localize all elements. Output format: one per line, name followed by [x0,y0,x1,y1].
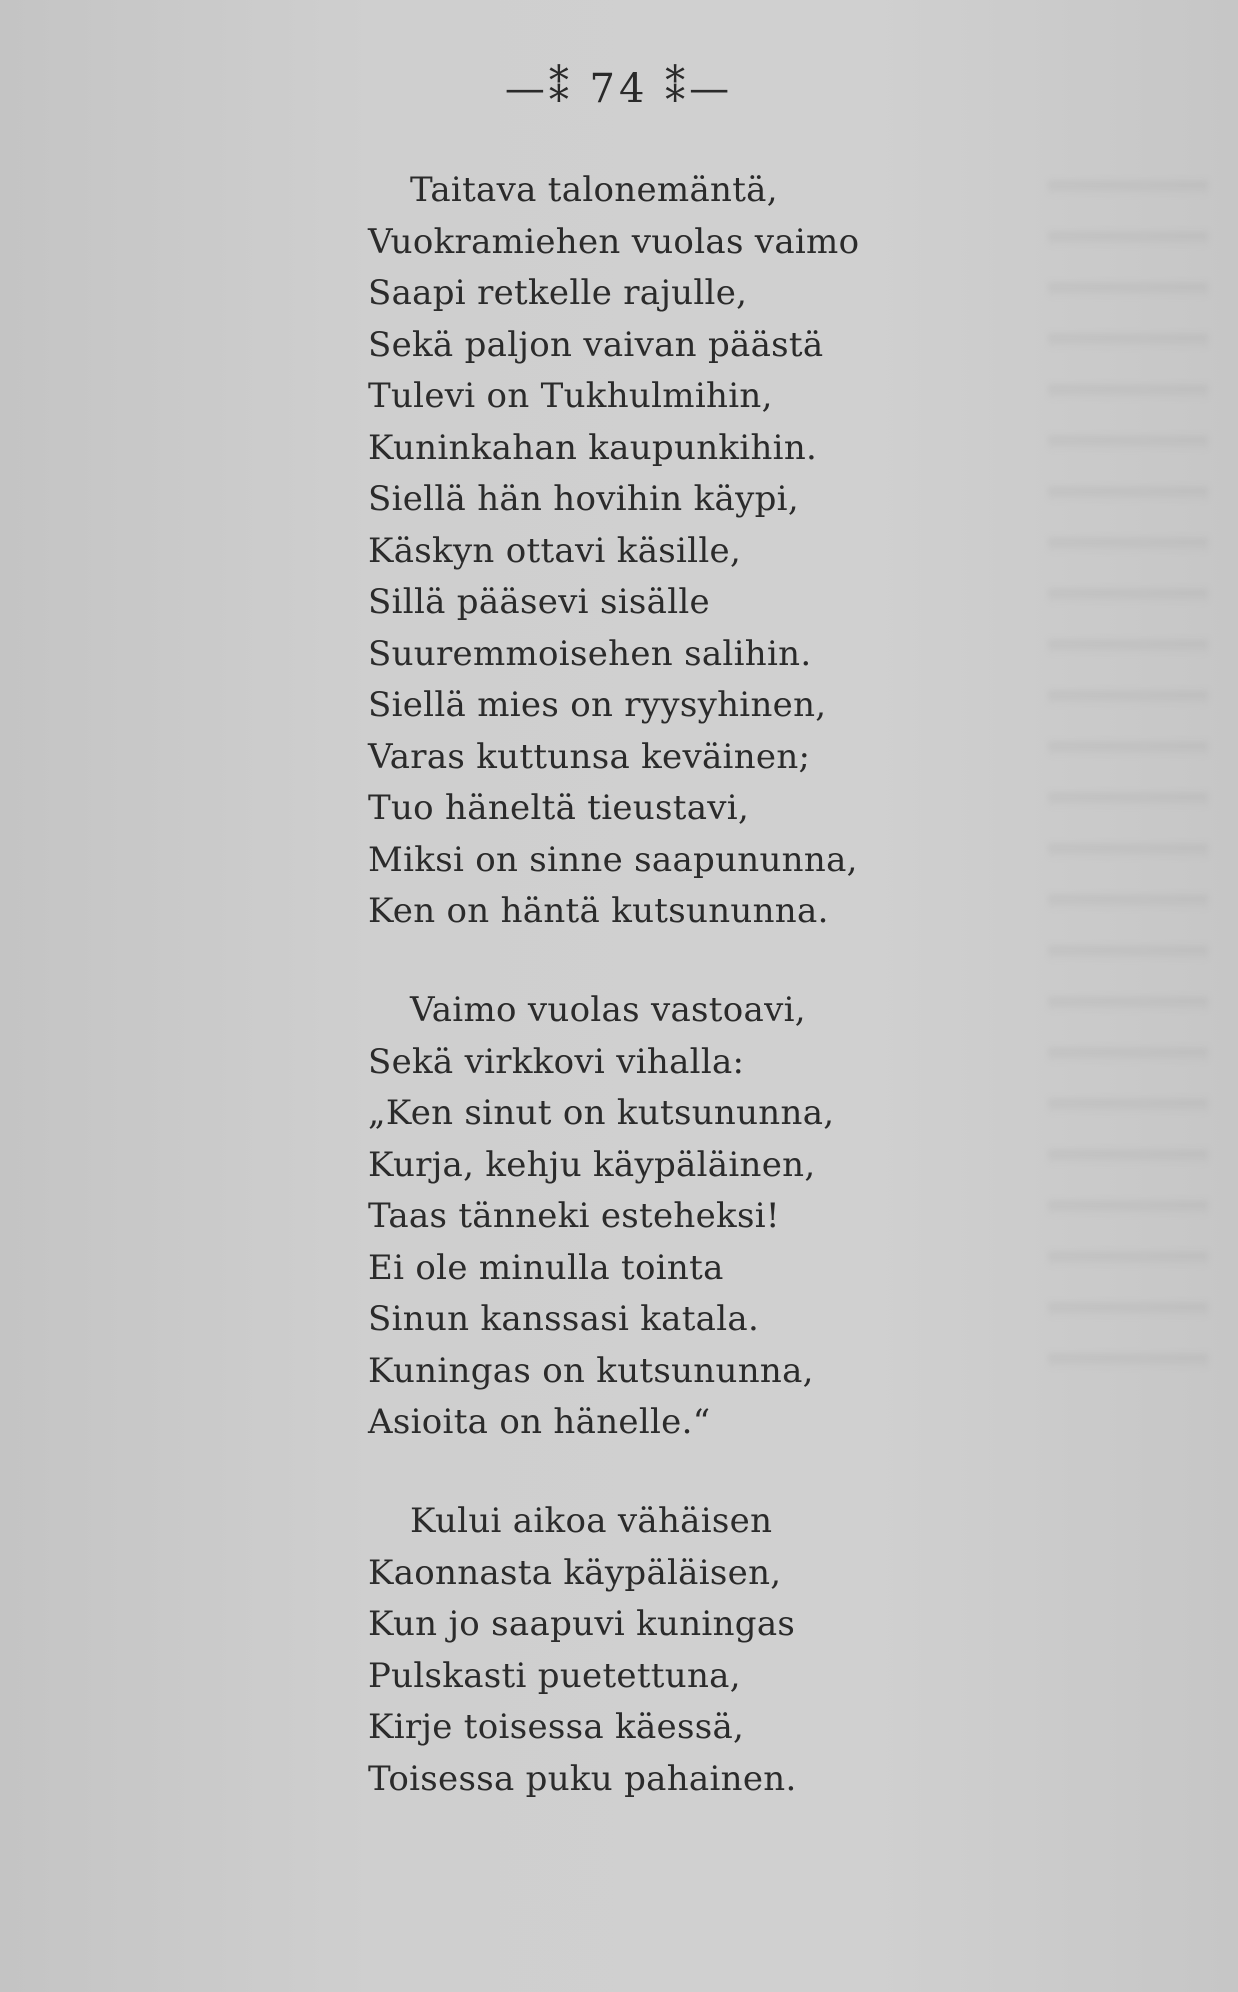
verse-line: Sekä paljon vaivan päästä [368,324,824,365]
verse-line: Käskyn ottavi käsille, [368,530,742,571]
stanza-3 [368,1496,888,1805]
verse-line: Siellä mies on ryysyhinen, [368,685,827,725]
verse-line: Kuninkahan kaupunkihin. [368,427,818,468]
verse-line: Taas tänneki esteheksi! [368,1196,780,1236]
verse-line: Kirje toisessa käessä, [368,1707,745,1747]
verse-line: Ei ole minulla tointa [368,1247,724,1288]
verse-line: Vuokramiehen vuolas vaimo [368,221,860,262]
verse-line: Saapi retkelle rajulle, [368,273,748,313]
show-through-from-reverse-page [1048,150,1208,1400]
verse-line: Suuremmoisehen salihin. [368,633,812,674]
verse-line: Kaonnasta käypäläisen, [368,1552,782,1593]
verse-line: Asioita on hänelle.“ [368,1402,711,1442]
stanza-2 [368,985,888,1449]
verse-line: Ken on häntä kutsununna. [368,891,829,931]
verse-line: Kului aikoa vähäisen [410,1501,773,1541]
verse-line: Tuo häneltä tieustavi, [368,788,750,828]
verse-line: Toisessa puku pahainen. [368,1758,797,1799]
verse-line: Taitava talonemäntä, [410,170,778,210]
verse-line: Kurja, kehju käypäläinen, [368,1144,816,1185]
verse-line: Kun jo saapuvi kuningas [368,1604,796,1644]
verse-line: Kuningas on kutsununna, [368,1350,814,1391]
verse-line: Pulskasti puetettuna, [368,1655,741,1696]
verse-line: Sinun kanssasi katala. [368,1299,760,1339]
verse-line: Siellä hän hovihin käypi, [368,479,799,519]
verse-line: Varas kuttunsa keväinen; [368,736,811,777]
verse-line: Sillä pääsevi sisälle [368,582,710,622]
stanza-1 [368,165,888,938]
verse-line: Miksi on sinne saapununna, [368,839,858,880]
page-number-header: —⁑ 74 ⁑— [504,66,734,112]
verse-line: Tulevi on Tukhulmihin, [368,376,773,416]
verse-line: Vaimo vuolas vastoavi, [410,990,806,1030]
verse-line: Sekä virkkovi vihalla: [368,1041,745,1082]
verse-line: „Ken sinut on kutsununna, [368,1093,835,1133]
